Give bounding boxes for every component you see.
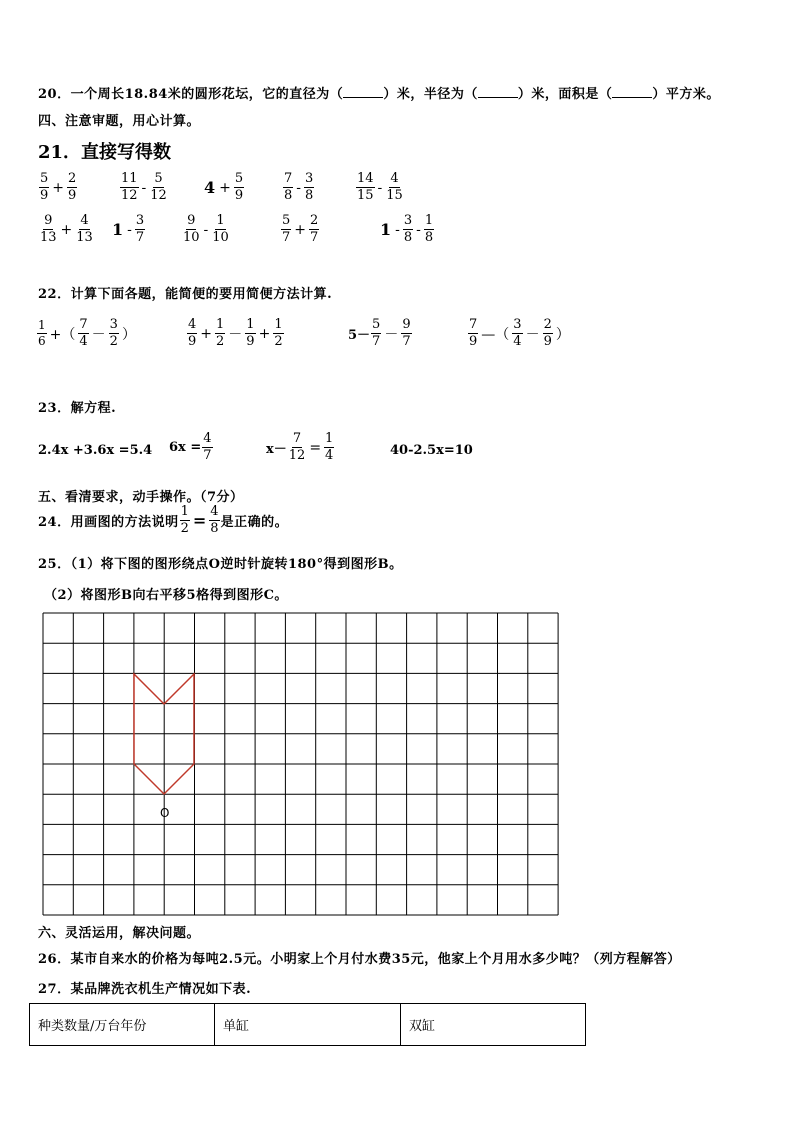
fraction: [309, 214, 319, 245]
q24-line: [38, 505, 288, 536]
frac-num: 2: [543, 317, 552, 332]
frac-den: 7: [203, 448, 212, 463]
frac-den: 8: [284, 188, 293, 203]
op-text: －: [525, 326, 540, 343]
fraction: [234, 172, 244, 203]
q21-expr: [355, 172, 405, 203]
fraction: [120, 172, 139, 203]
q27-table: [29, 1003, 586, 1046]
op-text: —（: [481, 326, 510, 343]
frac-num: 1: [246, 317, 255, 332]
frac-den: 4: [513, 334, 522, 349]
frac-num: 1: [38, 318, 46, 332]
fraction: [135, 214, 145, 245]
frac-den: 8: [210, 521, 219, 536]
op-text: ）: [121, 326, 136, 343]
fraction: [304, 172, 314, 203]
op-text: -: [395, 221, 400, 238]
frac-den: 8: [403, 230, 413, 245]
q20-text-c: ）米，面积是（: [517, 87, 613, 102]
frac-den: 12: [150, 188, 167, 203]
frac-den: 13: [76, 230, 93, 245]
op-text: =: [192, 511, 207, 530]
fraction: [211, 214, 230, 245]
q25-grid[interactable]: [42, 612, 562, 917]
op-text: -: [141, 179, 147, 196]
frac-num: 3: [305, 171, 314, 186]
frac-den: 7: [282, 230, 291, 245]
op-text: +: [52, 179, 65, 196]
q23-title: 23．解方程.: [38, 401, 117, 416]
frac-num: 5: [282, 213, 291, 228]
op-text: -: [127, 221, 132, 238]
table-header-cell: 种类数量/万台年份: [30, 1004, 215, 1046]
q21-expr: [282, 172, 315, 203]
fraction: [149, 172, 168, 203]
op-text: +: [60, 221, 73, 238]
fraction: [424, 214, 434, 245]
frac-num: 2: [68, 171, 77, 186]
fraction: [75, 214, 94, 245]
frac-den: 9: [188, 334, 197, 349]
op-text: +（: [49, 326, 76, 343]
frac-num: 4: [188, 317, 197, 332]
q26-text: 26．某市自来水的价格为每吨2.5元。小明家上个月付水费35元，他家上个月用水多少吨？（列方程解答）: [38, 952, 681, 967]
table-header-cell: 双缸: [401, 1004, 586, 1046]
op-text: 1: [380, 220, 392, 239]
frac-num: 2: [310, 213, 319, 228]
fraction: [356, 172, 375, 203]
frac-den: 12: [288, 448, 306, 463]
frac-den: 2: [216, 334, 225, 349]
op-text: -: [296, 179, 302, 196]
frac-num: 14: [357, 171, 374, 186]
frac-den: 4: [325, 448, 334, 463]
frac-num: 4: [390, 171, 399, 186]
q23-eq-1: 2.4x +3.6x =5.4: [38, 443, 153, 458]
q21-expr: [119, 172, 169, 203]
op-text: -: [377, 179, 383, 196]
q22-expr-2: [186, 318, 285, 349]
q20-blank-1[interactable]: [343, 97, 383, 98]
fraction: [385, 172, 404, 203]
frac-num: 7: [284, 171, 293, 186]
frac-num: 3: [109, 317, 118, 332]
op-text: 5－: [348, 328, 371, 343]
frac-num: 5: [234, 171, 244, 186]
frac-den: 9: [68, 188, 77, 203]
q21-expr: [38, 214, 95, 245]
q24-post: 是正确的。: [220, 515, 289, 530]
q20-blank-2[interactable]: [478, 97, 518, 98]
frac-num: 1: [180, 504, 189, 519]
point-o-label: O: [160, 806, 170, 820]
frac-den: 7: [402, 334, 411, 349]
frac-den: 12: [121, 188, 138, 203]
frac-den: 15: [386, 188, 403, 203]
frac-den: 8: [424, 230, 434, 245]
q23-eq-3: [266, 432, 335, 463]
q24-pre: 24．用画图的方法说明: [38, 515, 179, 530]
q22-title: 22．计算下面各题，能简便的要用简便方法计算.: [38, 287, 333, 302]
frac-den: 7: [310, 230, 319, 245]
frac-num: 3: [403, 213, 413, 228]
q25-line-1: 25．（1）将下图的图形绕点O逆时针旋转180°得到图形B。: [38, 557, 403, 572]
eq-lhs: 6x =: [169, 440, 202, 455]
frac-den: 9: [469, 334, 478, 349]
op-text: =: [309, 439, 322, 456]
frac-num: 3: [135, 213, 145, 228]
grid-lines: [43, 613, 558, 915]
q22-expr-1: [36, 318, 138, 349]
q25-line-2: （2）将图形B向右平移5格得到图形C。: [44, 588, 288, 603]
op-text: －: [384, 326, 399, 343]
op-text: －: [91, 326, 106, 343]
op-text: +: [294, 221, 307, 238]
op-text: +: [258, 325, 271, 342]
frac-den: 9: [246, 334, 255, 349]
frac-den: 7: [372, 334, 381, 349]
frac-num: 4: [203, 431, 212, 446]
op-text: 1: [112, 220, 124, 239]
frac-num: 3: [513, 317, 522, 332]
fraction: [39, 172, 49, 203]
section4-heading: 四、注意审题，用心计算。: [38, 114, 201, 129]
frac-den: 4: [79, 334, 88, 349]
frac-num: 5: [372, 317, 381, 332]
frac-den: 10: [183, 230, 200, 245]
fraction: [67, 172, 77, 203]
q20-text-b: ）米，半径为（: [383, 87, 478, 102]
frac-num: 7: [79, 317, 88, 332]
frac-num: 5: [40, 171, 49, 186]
frac-num: 9: [44, 213, 53, 228]
table-row: [30, 1004, 586, 1046]
frac-num: 1: [216, 317, 225, 332]
op-text: +: [219, 179, 231, 196]
frac-den: 2: [109, 334, 118, 349]
frac-num: 5: [154, 171, 163, 186]
section5-heading: 五、看清要求，动手操作。（7分）: [38, 490, 244, 505]
q20-blank-3[interactable]: [612, 97, 652, 98]
frac-num: 4: [80, 213, 89, 228]
frac-den: 9: [543, 334, 552, 349]
frac-den: 10: [212, 230, 229, 245]
fraction: [283, 172, 293, 203]
frac-num: 9: [402, 317, 411, 332]
frac-num: 7: [469, 317, 478, 332]
q21-expr: [202, 172, 245, 203]
fraction: [281, 214, 291, 245]
op-text: 4: [204, 178, 216, 197]
op-text: -: [203, 221, 209, 238]
q21-expr: [181, 214, 231, 245]
section6-heading: 六、灵活运用，解决问题。: [38, 926, 201, 941]
eq-lhs: x－: [266, 442, 287, 457]
frac-den: 9: [40, 188, 49, 203]
q21-title: 21．直接写得数: [38, 142, 172, 163]
frac-num: 1: [424, 213, 434, 228]
op-text: -: [416, 221, 421, 238]
op-text: ）: [555, 326, 570, 343]
fraction: [182, 214, 201, 245]
frac-den: 13: [40, 230, 57, 245]
frac-den: 2: [274, 334, 283, 349]
q22-expr-4: [467, 318, 572, 349]
frac-num: 1: [216, 213, 225, 228]
frac-num: 9: [187, 213, 196, 228]
frac-den: 2: [180, 521, 189, 536]
table-header-cell: 单缸: [215, 1004, 401, 1046]
frac-den: 9: [234, 188, 244, 203]
frac-num: 11: [121, 171, 138, 186]
op-text: +: [200, 325, 213, 342]
q23-eq-2: [169, 432, 214, 463]
q21-expr: [110, 214, 146, 245]
frac-den: 8: [305, 188, 314, 203]
fraction: [39, 214, 58, 245]
frac-num: 7: [292, 431, 302, 446]
q22-expr-3: [348, 318, 413, 349]
frac-den: 15: [357, 188, 374, 203]
q27-title: 27．某品牌洗衣机生产情况如下表.: [38, 982, 252, 997]
frac-num: 1: [325, 431, 334, 446]
frac-den: 6: [38, 334, 46, 348]
frac-num: 1: [274, 317, 283, 332]
fraction: [403, 214, 413, 245]
q20-text-a: 20．一个周长18.84米的圆形花坛，它的直径为（: [38, 87, 344, 102]
q21-expr: [38, 172, 78, 203]
q21-expr: [280, 214, 320, 245]
frac-den: 7: [135, 230, 145, 245]
q20-line: [38, 83, 720, 102]
frac-num: 4: [210, 504, 219, 519]
q23-eq-4: 40-2.5x=10: [390, 443, 473, 458]
q20-text-d: ）平方米。: [652, 87, 720, 102]
op-text: －: [228, 326, 243, 343]
q21-expr: [378, 214, 435, 245]
